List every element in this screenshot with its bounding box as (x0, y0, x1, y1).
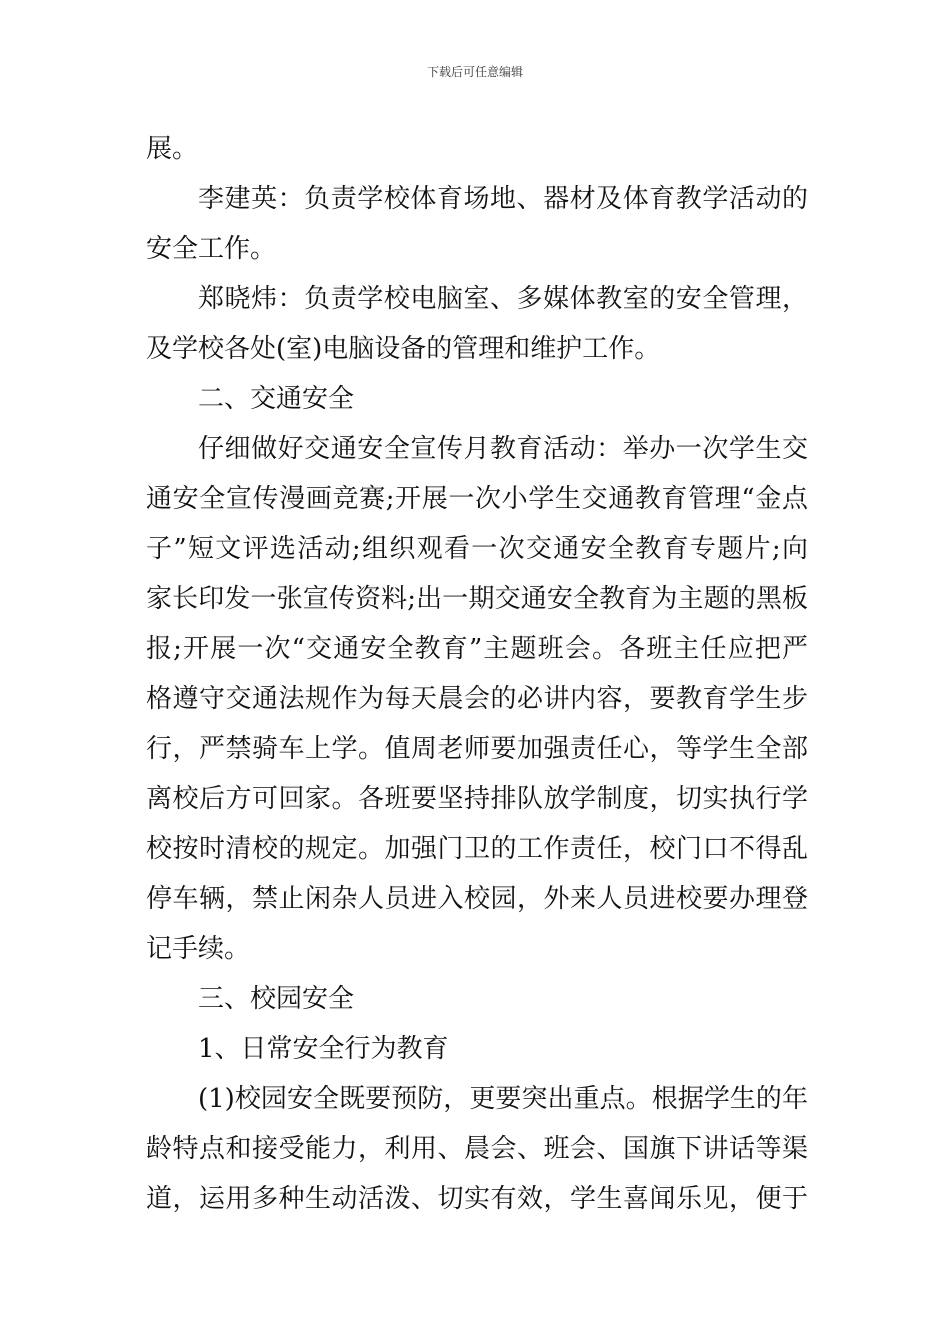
text-line: 展。 (146, 134, 199, 164)
text-line: 及学校各处(室)电脑设备的管理和维护工作。 (146, 334, 661, 364)
text-line: 行，严禁骑车上学。值周老师要加强责任心，等学生全部 (146, 734, 808, 764)
section-heading-campus-safety: 三、校园安全 (198, 984, 355, 1014)
text-line: 校按时清校的规定。加强门卫的工作责任，校门口不得乱 (146, 834, 808, 864)
paragraph-zheng-xiaowei: 郑晓炜：负责学校电脑室、多媒体教室的安全管理， (198, 284, 808, 314)
text-line: 安全工作。 (146, 234, 277, 264)
text-line: 报;开展一次“交通安全教育”主题班会。各班主任应把严 (146, 634, 808, 664)
text-line: 停车辆，禁止闲杂人员进入校园，外来人员进校要办理登 (146, 884, 808, 914)
text-line: 格遵守交通法规作为每天晨会的必讲内容，要教育学生步 (146, 684, 808, 714)
paragraph-traffic-safety: 仔细做好交通安全宣传月教育活动：举办一次学生交 (198, 434, 808, 464)
text-line: 家长印发一张宣传资料;出一期交通安全教育为主题的黑板 (146, 584, 808, 614)
text-line: 子”短文评选活动;组织观看一次交通安全教育专题片;向 (146, 534, 808, 564)
section-heading-traffic-safety: 二、交通安全 (198, 384, 355, 414)
text-line: 离校后方可回家。各班要坚持排队放学制度，切实执行学 (146, 784, 808, 814)
text-line: 通安全宣传漫画竞赛;开展一次小学生交通教育管理“金点 (146, 484, 808, 514)
text-line: 龄特点和接受能力，利用、晨会、班会、国旗下讲话等渠 (146, 1134, 808, 1164)
text-line: 道，运用多种生动活泼、切实有效，学生喜闻乐见，便于 (146, 1184, 808, 1214)
paragraph-li-jianying: 李建英：负责学校体育场地、器材及体育教学活动的 (198, 184, 808, 214)
document-body (146, 124, 808, 1224)
text-line: 记手续。 (146, 934, 251, 964)
paragraph-campus-safety: (1)校园安全既要预防，更要突出重点。根据学生的年 (198, 1084, 808, 1114)
page-header: 下载后可任意编辑 (426, 65, 523, 79)
subheading-daily-safety-education: 1、日常安全行为教育 (198, 1034, 449, 1064)
